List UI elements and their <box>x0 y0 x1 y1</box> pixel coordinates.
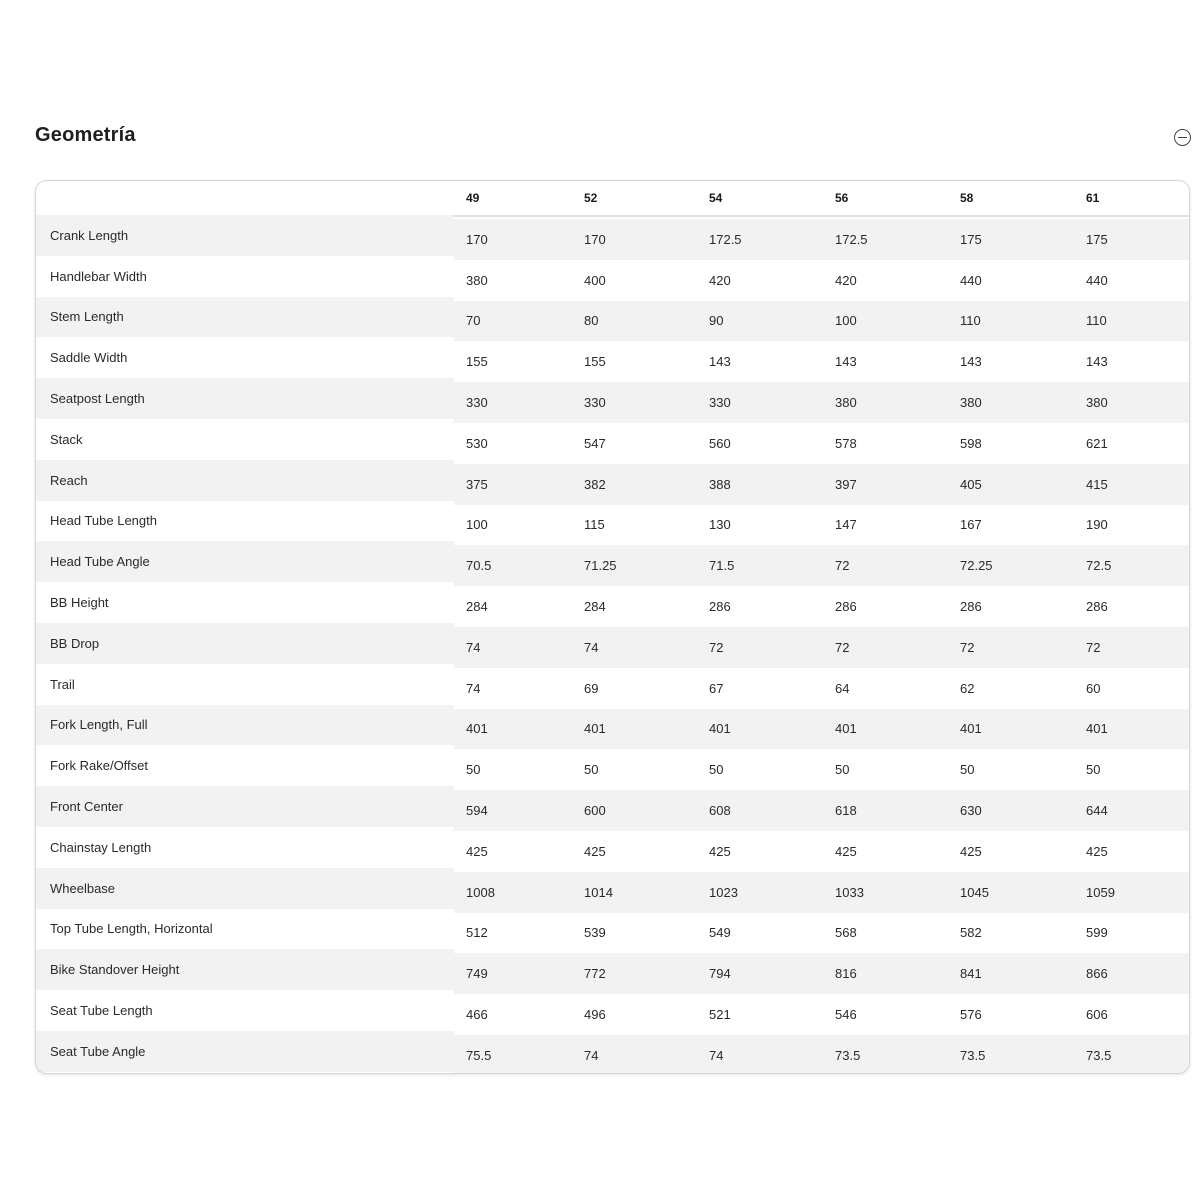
table-cell: 772 <box>572 953 697 994</box>
table-cell: 521 <box>697 994 823 1035</box>
table-cell: 67 <box>697 668 823 709</box>
table-row <box>36 584 1190 625</box>
table-header <box>36 181 1190 216</box>
table-row <box>36 339 1190 380</box>
table-row <box>36 992 1190 1033</box>
row-label: Bike Standover Height <box>36 949 454 990</box>
table-cell: 75.5 <box>454 1035 572 1074</box>
table-cell: 549 <box>697 913 823 954</box>
table-cell: 405 <box>948 464 1074 505</box>
table-row <box>36 503 1190 544</box>
table-row <box>36 788 1190 829</box>
table-cell: 388 <box>697 464 823 505</box>
table-cell: 167 <box>948 505 1074 546</box>
row-label: Front Center <box>36 786 454 827</box>
table-cell: 110 <box>948 301 1074 342</box>
table-cell: 72.25 <box>948 545 1074 586</box>
column-header-size: 54 <box>697 181 823 216</box>
table-cell: 382 <box>572 464 697 505</box>
table-cell: 143 <box>1074 341 1190 382</box>
table-cell: 143 <box>948 341 1074 382</box>
table-cell: 420 <box>697 260 823 301</box>
table-cell: 74 <box>572 1035 697 1074</box>
table-cell: 50 <box>1074 749 1190 790</box>
table-cell: 496 <box>572 994 697 1035</box>
table-row <box>36 707 1190 748</box>
geometry-table-container <box>35 180 1190 1074</box>
table-cell: 170 <box>572 218 697 260</box>
table-cell: 72 <box>948 627 1074 668</box>
table-cell: 74 <box>572 627 697 668</box>
table-cell: 1023 <box>697 872 823 913</box>
table-cell: 100 <box>823 301 948 342</box>
table-cell: 72 <box>697 627 823 668</box>
table-cell: 71.5 <box>697 545 823 586</box>
table-cell: 425 <box>1074 831 1190 872</box>
table-cell: 70.5 <box>454 545 572 586</box>
table-cell: 600 <box>572 790 697 831</box>
table-body <box>36 216 1190 1074</box>
column-header-size: 61 <box>1074 181 1190 216</box>
row-label: Top Tube Length, Horizontal <box>36 909 454 950</box>
table-cell: 1033 <box>823 872 948 913</box>
table-cell: 1045 <box>948 872 1074 913</box>
table-cell: 190 <box>1074 505 1190 546</box>
table-cell: 147 <box>823 505 948 546</box>
table-row <box>36 216 1190 258</box>
row-label: Stem Length <box>36 297 454 338</box>
table-cell: 172.5 <box>697 218 823 260</box>
table-cell: 286 <box>823 586 948 627</box>
table-cell: 330 <box>454 382 572 423</box>
table-cell: 578 <box>823 423 948 464</box>
table-cell: 375 <box>454 464 572 505</box>
table-cell: 143 <box>697 341 823 382</box>
minus-circle-icon[interactable] <box>1174 129 1191 146</box>
table-cell: 425 <box>948 831 1074 872</box>
table-cell: 50 <box>572 749 697 790</box>
row-label: BB Height <box>36 582 454 623</box>
table-cell: 69 <box>572 668 697 709</box>
table-cell: 644 <box>1074 790 1190 831</box>
row-label: Reach <box>36 460 454 501</box>
minus-glyph <box>1178 137 1187 139</box>
table-cell: 630 <box>948 790 1074 831</box>
table-cell: 425 <box>572 831 697 872</box>
row-label: Fork Length, Full <box>36 705 454 746</box>
table-cell: 155 <box>572 341 697 382</box>
table-cell: 1014 <box>572 872 697 913</box>
table-cell: 286 <box>948 586 1074 627</box>
table-row <box>36 380 1190 421</box>
table-cell: 90 <box>697 301 823 342</box>
table-row <box>36 911 1190 952</box>
table-cell: 599 <box>1074 913 1190 954</box>
table-cell: 530 <box>454 423 572 464</box>
table-cell: 72.5 <box>1074 545 1190 586</box>
table-cell: 286 <box>1074 586 1190 627</box>
table-cell: 72 <box>823 627 948 668</box>
table-cell: 110 <box>1074 301 1190 342</box>
table-cell: 440 <box>948 260 1074 301</box>
table-cell: 401 <box>572 709 697 750</box>
table-cell: 380 <box>454 260 572 301</box>
table-cell: 175 <box>1074 218 1190 260</box>
table-cell: 546 <box>823 994 948 1035</box>
table-cell: 794 <box>697 953 823 994</box>
table-cell: 401 <box>697 709 823 750</box>
table-row <box>36 258 1190 299</box>
table-cell: 74 <box>697 1035 823 1074</box>
table-cell: 60 <box>1074 668 1190 709</box>
table-cell: 547 <box>572 423 697 464</box>
row-label: Stack <box>36 419 454 460</box>
section-title: Geometría <box>35 124 136 146</box>
table-cell: 284 <box>454 586 572 627</box>
table-cell: 401 <box>454 709 572 750</box>
table-cell: 155 <box>454 341 572 382</box>
table-cell: 330 <box>572 382 697 423</box>
column-header-label <box>36 181 454 216</box>
row-label: Handlebar Width <box>36 256 454 297</box>
table-cell: 1008 <box>454 872 572 913</box>
table-cell: 401 <box>1074 709 1190 750</box>
table-cell: 380 <box>823 382 948 423</box>
table-cell: 72 <box>823 545 948 586</box>
table-cell: 425 <box>697 831 823 872</box>
table-cell: 401 <box>948 709 1074 750</box>
table-cell: 74 <box>454 668 572 709</box>
table-row <box>36 462 1190 503</box>
table-cell: 621 <box>1074 423 1190 464</box>
table-cell: 400 <box>572 260 697 301</box>
table-cell: 576 <box>948 994 1074 1035</box>
table-cell: 115 <box>572 505 697 546</box>
table-cell: 560 <box>697 423 823 464</box>
table-cell: 539 <box>572 913 697 954</box>
table-cell: 175 <box>948 218 1074 260</box>
table-cell: 618 <box>823 790 948 831</box>
table-row <box>36 870 1190 911</box>
row-label: Crank Length <box>36 214 454 256</box>
table-row <box>36 543 1190 584</box>
column-header-size: 49 <box>454 181 572 216</box>
table-cell: 64 <box>823 668 948 709</box>
table-cell: 70 <box>454 301 572 342</box>
table-row <box>36 625 1190 666</box>
table-cell: 380 <box>948 382 1074 423</box>
header-row <box>36 181 1190 216</box>
table-cell: 466 <box>454 994 572 1035</box>
row-label: Fork Rake/Offset <box>36 745 454 786</box>
table-cell: 866 <box>1074 953 1190 994</box>
table-cell: 130 <box>697 505 823 546</box>
row-label: Chainstay Length <box>36 827 454 868</box>
table-row <box>36 951 1190 992</box>
row-label: Seatpost Length <box>36 378 454 419</box>
table-row <box>36 299 1190 340</box>
table-cell: 71.25 <box>572 545 697 586</box>
table-cell: 425 <box>823 831 948 872</box>
row-label: Trail <box>36 664 454 705</box>
table-cell: 330 <box>697 382 823 423</box>
table-cell: 284 <box>572 586 697 627</box>
table-cell: 170 <box>454 218 572 260</box>
table-cell: 50 <box>697 749 823 790</box>
row-label: Seat Tube Angle <box>36 1031 454 1072</box>
table-cell: 380 <box>1074 382 1190 423</box>
row-label: Head Tube Length <box>36 501 454 542</box>
table-cell: 73.5 <box>948 1035 1074 1074</box>
table-cell: 749 <box>454 953 572 994</box>
row-label: BB Drop <box>36 623 454 664</box>
table-row <box>36 421 1190 462</box>
table-row <box>36 666 1190 707</box>
table-cell: 62 <box>948 668 1074 709</box>
row-label: Wheelbase <box>36 868 454 909</box>
table-cell: 172.5 <box>823 218 948 260</box>
table-row <box>36 747 1190 788</box>
table-cell: 286 <box>697 586 823 627</box>
table-cell: 440 <box>1074 260 1190 301</box>
table-cell: 425 <box>454 831 572 872</box>
table-cell: 50 <box>948 749 1074 790</box>
table-cell: 143 <box>823 341 948 382</box>
table-cell: 50 <box>454 749 572 790</box>
table-cell: 582 <box>948 913 1074 954</box>
table-cell: 420 <box>823 260 948 301</box>
table-row <box>36 829 1190 870</box>
geometry-table <box>36 181 1190 1074</box>
column-header-size: 56 <box>823 181 948 216</box>
table-cell: 100 <box>454 505 572 546</box>
table-cell: 80 <box>572 301 697 342</box>
table-cell: 841 <box>948 953 1074 994</box>
table-cell: 568 <box>823 913 948 954</box>
table-cell: 73.5 <box>823 1035 948 1074</box>
table-cell: 415 <box>1074 464 1190 505</box>
column-header-size: 52 <box>572 181 697 216</box>
table-cell: 74 <box>454 627 572 668</box>
table-cell: 73.5 <box>1074 1035 1190 1074</box>
table-cell: 50 <box>823 749 948 790</box>
table-cell: 401 <box>823 709 948 750</box>
table-cell: 1059 <box>1074 872 1190 913</box>
table-cell: 594 <box>454 790 572 831</box>
table-cell: 608 <box>697 790 823 831</box>
row-label: Head Tube Angle <box>36 541 454 582</box>
table-cell: 816 <box>823 953 948 994</box>
table-cell: 512 <box>454 913 572 954</box>
geometry-section-header[interactable] <box>35 122 1193 156</box>
table-cell: 606 <box>1074 994 1190 1035</box>
row-label: Seat Tube Length <box>36 990 454 1031</box>
row-label: Saddle Width <box>36 337 454 378</box>
table-cell: 598 <box>948 423 1074 464</box>
table-cell: 397 <box>823 464 948 505</box>
column-header-size: 58 <box>948 181 1074 216</box>
table-row <box>36 1033 1190 1074</box>
table-cell: 72 <box>1074 627 1190 668</box>
